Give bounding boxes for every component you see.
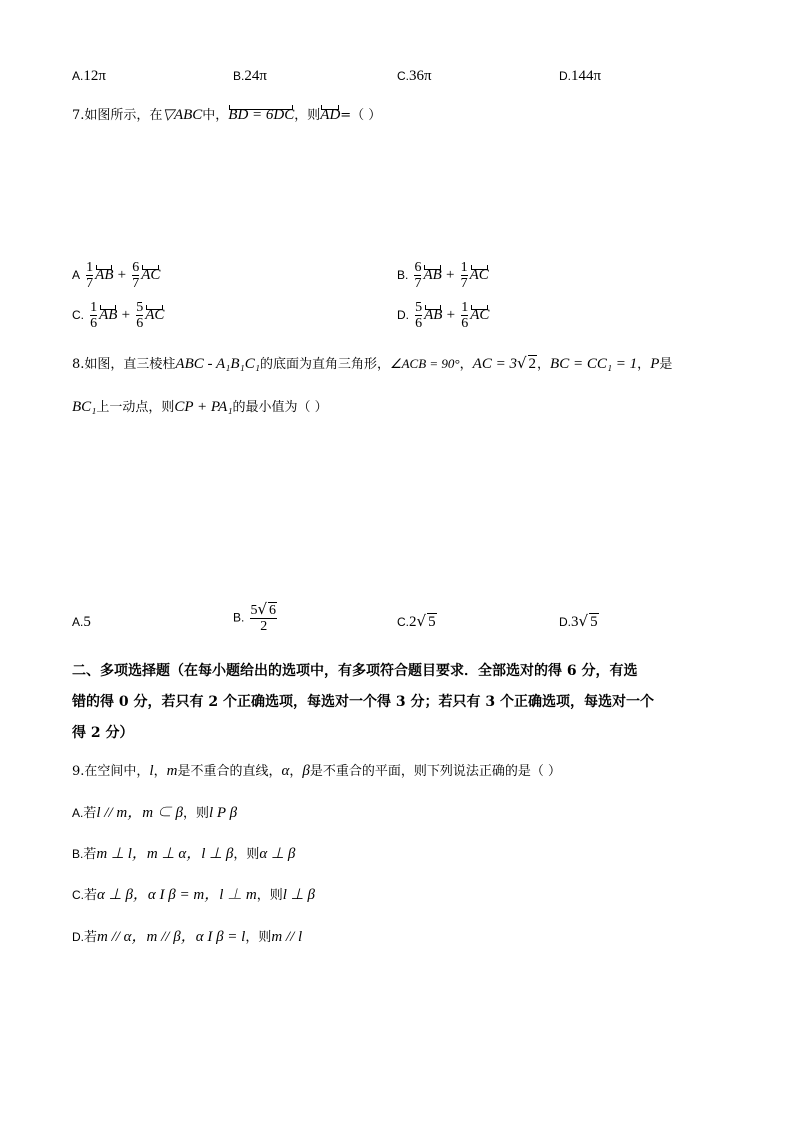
q9-stem: [72, 760, 561, 780]
q9-m: m: [166, 763, 178, 779]
option-value: 12π: [83, 68, 106, 84]
plus: +: [117, 267, 127, 283]
if-word: 若: [84, 888, 98, 903]
option-letter: D.: [397, 308, 409, 322]
plus: +: [121, 307, 131, 323]
q8-line1-end: 是: [659, 357, 673, 372]
coef: 3: [571, 614, 579, 630]
denominator: 7: [414, 276, 422, 291]
then-word: ，则: [245, 930, 272, 945]
denominator: 7: [132, 276, 140, 291]
plus: +: [446, 307, 456, 323]
numerator: 6: [132, 260, 140, 275]
denominator: 2: [250, 618, 277, 634]
option-letter: A.: [72, 806, 84, 820]
q6-option-c: [397, 68, 432, 85]
q8-ac: AC = 3: [472, 356, 517, 372]
radicand: 6: [269, 603, 277, 618]
fraction: [250, 602, 277, 634]
option-value: 144π: [571, 68, 602, 84]
q9-option-b: [72, 842, 295, 863]
q8-expr: CP + PA₁: [174, 399, 233, 415]
vector-ab: AB: [95, 267, 114, 283]
q8-prefix: 8.如图，直三棱柱: [72, 357, 176, 372]
option-letter: A.: [72, 69, 84, 83]
option-letter: D.: [559, 69, 571, 83]
condition: α ⊥ β，α I β = m，l ⊥ m: [97, 887, 257, 903]
vector-ab: AB: [424, 307, 443, 323]
fraction: [414, 260, 421, 291]
vector-ab: AB: [99, 307, 118, 323]
numerator: 1: [86, 260, 94, 275]
denominator: 7: [86, 276, 94, 291]
q7-stem-mid: 中，: [202, 108, 229, 123]
conclusion: l P β: [209, 805, 238, 821]
q7-target: AD: [320, 107, 341, 123]
q7-option-a: [72, 260, 160, 291]
radicand: 5: [428, 614, 436, 630]
denominator: 6: [461, 316, 469, 331]
option-letter: B.: [397, 268, 409, 282]
q7-stem-prefix: 7.如图所示，在: [72, 108, 163, 123]
then-word: ，则: [256, 888, 283, 903]
option-letter: C.: [397, 615, 409, 629]
denominator: 6: [415, 316, 423, 331]
conclusion: m // l: [271, 929, 303, 945]
q9-mid: 是不重合的直线，: [177, 764, 282, 779]
fraction: [461, 260, 468, 291]
option-letter: A.: [72, 615, 84, 629]
q8-stem-line1: [72, 353, 672, 373]
q6-option-b: [233, 68, 267, 85]
if-word: 若: [83, 847, 97, 862]
option-value: 36π: [409, 68, 432, 84]
option-letter: B.: [233, 69, 245, 83]
q8-sep: ，: [637, 357, 651, 372]
q9-beta: β: [302, 763, 310, 779]
q8-option-a: [72, 614, 91, 631]
q9-comma: ，: [289, 764, 303, 779]
q8-option-b: [233, 602, 279, 634]
fraction: [132, 260, 139, 291]
radicand: 5: [590, 614, 598, 630]
numerator: 6: [414, 260, 422, 275]
option-value: 24π: [244, 68, 267, 84]
numerator: 5: [415, 300, 423, 315]
vector-ab: AB: [423, 267, 442, 283]
section2-line1: 二、多项选择题（在每小题给出的选项中，有多项符合题目要求．全部选对的得 6 分，有选: [72, 663, 638, 679]
condition: m ⊥ l，m ⊥ α，l ⊥ β: [96, 846, 234, 862]
q8-mid: 的底面为直角三角形，: [259, 357, 390, 372]
fraction: [461, 300, 468, 331]
q7-option-b: [397, 260, 489, 291]
q9-option-d: [72, 925, 302, 946]
vector-ac: AC: [469, 267, 489, 283]
q9-option-a: [72, 801, 237, 822]
q7-stem: [72, 104, 381, 124]
section2-line2: 错的得 0 分，若只有 2 个正确选项，每选对一个得 3 分；若只有 3 个正确选项，每选对一个: [72, 694, 654, 710]
q8-sep: ，: [537, 357, 551, 372]
q9-l: l: [149, 763, 154, 779]
conclusion: l ⊥ β: [282, 887, 315, 903]
q8-line2-mid: 上一动点，则: [96, 400, 175, 415]
fraction: [136, 300, 143, 331]
coef: 2: [409, 614, 417, 630]
q9-end: 是不重合的平面，则下列说法正确的是（ ）: [309, 764, 561, 779]
q8-option-c: [397, 612, 437, 631]
then-word: ，则: [183, 806, 210, 821]
q6-option-a: [72, 68, 106, 85]
q6-option-d: [559, 68, 601, 85]
sqrt-icon: √: [516, 354, 527, 372]
q8-stem-line2: [72, 396, 328, 416]
q9-alpha: α: [281, 763, 290, 779]
vector-ac: AC: [141, 267, 161, 283]
q7-stem-suffix: ，则: [294, 108, 321, 123]
q8-line2-end: 的最小值为（ ）: [232, 400, 328, 415]
numerator: 1: [461, 300, 469, 315]
option-letter: C.: [72, 308, 84, 322]
condition: l // m，m ⊂ β: [96, 805, 183, 821]
if-word: 若: [83, 806, 97, 821]
vector-ac: AC: [470, 307, 490, 323]
numerator: [250, 602, 277, 618]
q8-prism: ABC - A₁B₁C₁: [175, 356, 260, 372]
q8-bc: BC = CC₁ = 1: [550, 356, 638, 372]
q8-ac-radicand: 2: [528, 356, 537, 372]
plus: +: [445, 267, 455, 283]
option-letter: C.: [397, 69, 409, 83]
q7-blank: =（ ）: [340, 108, 382, 123]
then-word: ，则: [233, 847, 260, 862]
conclusion: α ⊥ β: [259, 846, 296, 862]
sqrt-icon: √: [578, 612, 589, 630]
sqrt-icon: √: [416, 612, 427, 630]
condition: m // α，m // β，α I β = l: [97, 929, 246, 945]
denominator: 6: [136, 316, 144, 331]
q8-p: P: [650, 356, 660, 372]
option-letter: C.: [72, 888, 84, 902]
q7-option-d: [397, 300, 489, 331]
option-letter: B.: [233, 610, 245, 625]
numerator: 1: [460, 260, 468, 275]
q7-triangle: ▽ABC: [162, 107, 203, 123]
sqrt-icon: √: [257, 600, 268, 618]
option-letter: D.: [559, 615, 571, 629]
option-value: 5: [83, 614, 91, 630]
option-letter: D.: [72, 930, 84, 944]
q8-angle: ∠ACB = 90°: [389, 356, 460, 371]
q7-condition: BD = 6DC: [228, 107, 295, 123]
section2-line3: 得 2 分）: [72, 725, 134, 741]
denominator: 6: [90, 316, 98, 331]
if-word: 若: [84, 930, 98, 945]
fraction: [86, 260, 93, 291]
vector-ac: AC: [145, 307, 165, 323]
fraction: [90, 300, 97, 331]
q8-sep: ，: [459, 357, 473, 372]
q8-segment: BC₁: [72, 399, 97, 415]
q9-comma: ，: [153, 764, 167, 779]
q9-prefix: 9.在空间中，: [72, 764, 150, 779]
option-letter: A: [72, 268, 81, 282]
q8-option-d: [559, 612, 599, 631]
q7-option-c: [72, 300, 164, 331]
fraction: [415, 300, 422, 331]
q9-option-c: [72, 883, 315, 904]
numerator: 5: [136, 300, 144, 315]
coef: 5: [250, 603, 258, 618]
option-letter: B.: [72, 847, 84, 861]
denominator: 7: [460, 276, 468, 291]
numerator: 1: [90, 300, 98, 315]
